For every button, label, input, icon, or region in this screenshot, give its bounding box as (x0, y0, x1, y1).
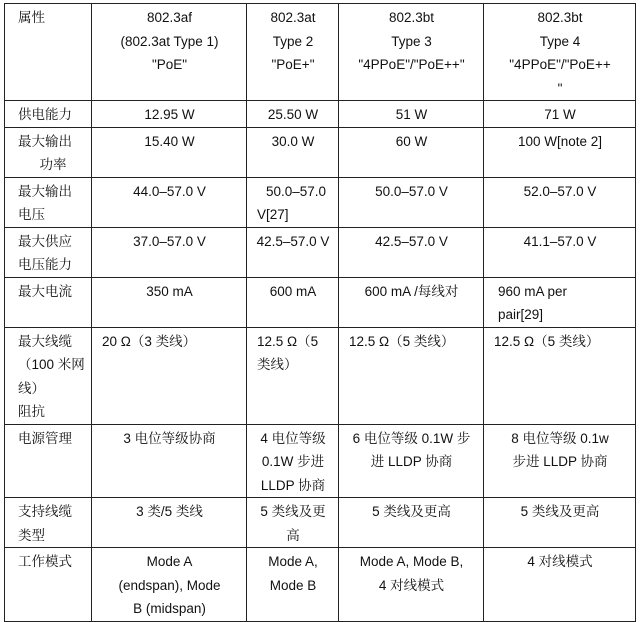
table-cell: 8 电位等级 0.1w 步进 LLDP 协商 (484, 424, 636, 498)
table-cell: 30.0 W (247, 127, 339, 177)
table-cell: 50.0–57.0 V (339, 177, 484, 227)
table-cell: 12.95 W (92, 101, 247, 128)
table-row-cable-type (5, 498, 636, 548)
table-cell: 5 类线及更 高 (247, 498, 339, 548)
table-cell: 42.5–57.0 V (339, 227, 484, 277)
table-cell: Mode A, Mode B (247, 548, 339, 622)
table-cell: 42.5–57.0 V (247, 227, 339, 277)
row-label: 最大输出 功率 (5, 127, 92, 177)
table-cell: Mode A, Mode B, 4 对线模式 (339, 548, 484, 622)
table-cell: 600 mA /每线对 (339, 277, 484, 327)
table-cell: 25.50 W (247, 101, 339, 128)
table-cell: 51 W (339, 101, 484, 128)
table-row-max-output-power (5, 127, 636, 177)
table-row-power-management (5, 424, 636, 498)
header-cell-802-3bt-type3: 802.3bt Type 3 "4PPoE"/"PoE++" (339, 4, 484, 101)
table-cell: 6 电位等级 0.1W 步 进 LLDP 协商 (339, 424, 484, 498)
table-cell: 71 W (484, 101, 636, 128)
table-cell: 20 Ω（3 类线） (92, 327, 247, 424)
table-cell: 3 电位等级协商 (92, 424, 247, 498)
table-cell: 12.5 Ω（5 类线） (339, 327, 484, 424)
poe-comparison-table (4, 3, 636, 622)
header-cell-802-3af: 802.3af (802.3at Type 1) "PoE" (92, 4, 247, 101)
table-cell: 4 电位等级 0.1W 步进 LLDP 协商 (247, 424, 339, 498)
row-label: 最大供应 电压能力 (5, 227, 92, 277)
table-cell: 3 类/5 类线 (92, 498, 247, 548)
table-cell: 44.0–57.0 V (92, 177, 247, 227)
table-cell: 350 mA (92, 277, 247, 327)
table-cell: 100 W[note 2] (484, 127, 636, 177)
row-label: 支持线缆 类型 (5, 498, 92, 548)
table-cell: 960 mA per pair[29] (484, 277, 636, 327)
table-cell: 600 mA (247, 277, 339, 327)
row-label: 电源管理 (5, 424, 92, 498)
table-cell: 5 类线及更高 (339, 498, 484, 548)
table-row-max-output-voltage (5, 177, 636, 227)
table-row-max-supply-voltage (5, 227, 636, 277)
table-cell: 52.0–57.0 V (484, 177, 636, 227)
table-cell: 4 对线模式 (484, 548, 636, 622)
table-cell: 15.40 W (92, 127, 247, 177)
table-cell: 5 类线及更高 (484, 498, 636, 548)
table-cell: 41.1–57.0 V (484, 227, 636, 277)
header-cell-802-3bt-type4: 802.3bt Type 4 "4PPoE"/"PoE++ " (484, 4, 636, 101)
table-cell: 12.5 Ω（5 类线） (247, 327, 339, 424)
header-row (5, 4, 636, 101)
table-cell: Mode A (endspan), Mode B (midspan) (92, 548, 247, 622)
row-label: 工作模式 (5, 548, 92, 622)
table-row-max-cable-impedance (5, 327, 636, 424)
row-label: 供电能力 (5, 101, 92, 128)
table-cell: 60 W (339, 127, 484, 177)
table-cell: 37.0–57.0 V (92, 227, 247, 277)
table-row-power-capability (5, 101, 636, 128)
header-cell-802-3at: 802.3at Type 2 "PoE+" (247, 4, 339, 101)
table-row-max-current (5, 277, 636, 327)
row-label: 最大线缆 （100 米网 线） 阻抗 (5, 327, 92, 424)
table-cell: 12.5 Ω（5 类线） (484, 327, 636, 424)
table-cell: 50.0–57.0 V[27] (247, 177, 339, 227)
table-row-operating-mode (5, 548, 636, 622)
header-cell-property: 属性 (5, 4, 92, 101)
row-label: 最大输出 电压 (5, 177, 92, 227)
row-label: 最大电流 (5, 277, 92, 327)
